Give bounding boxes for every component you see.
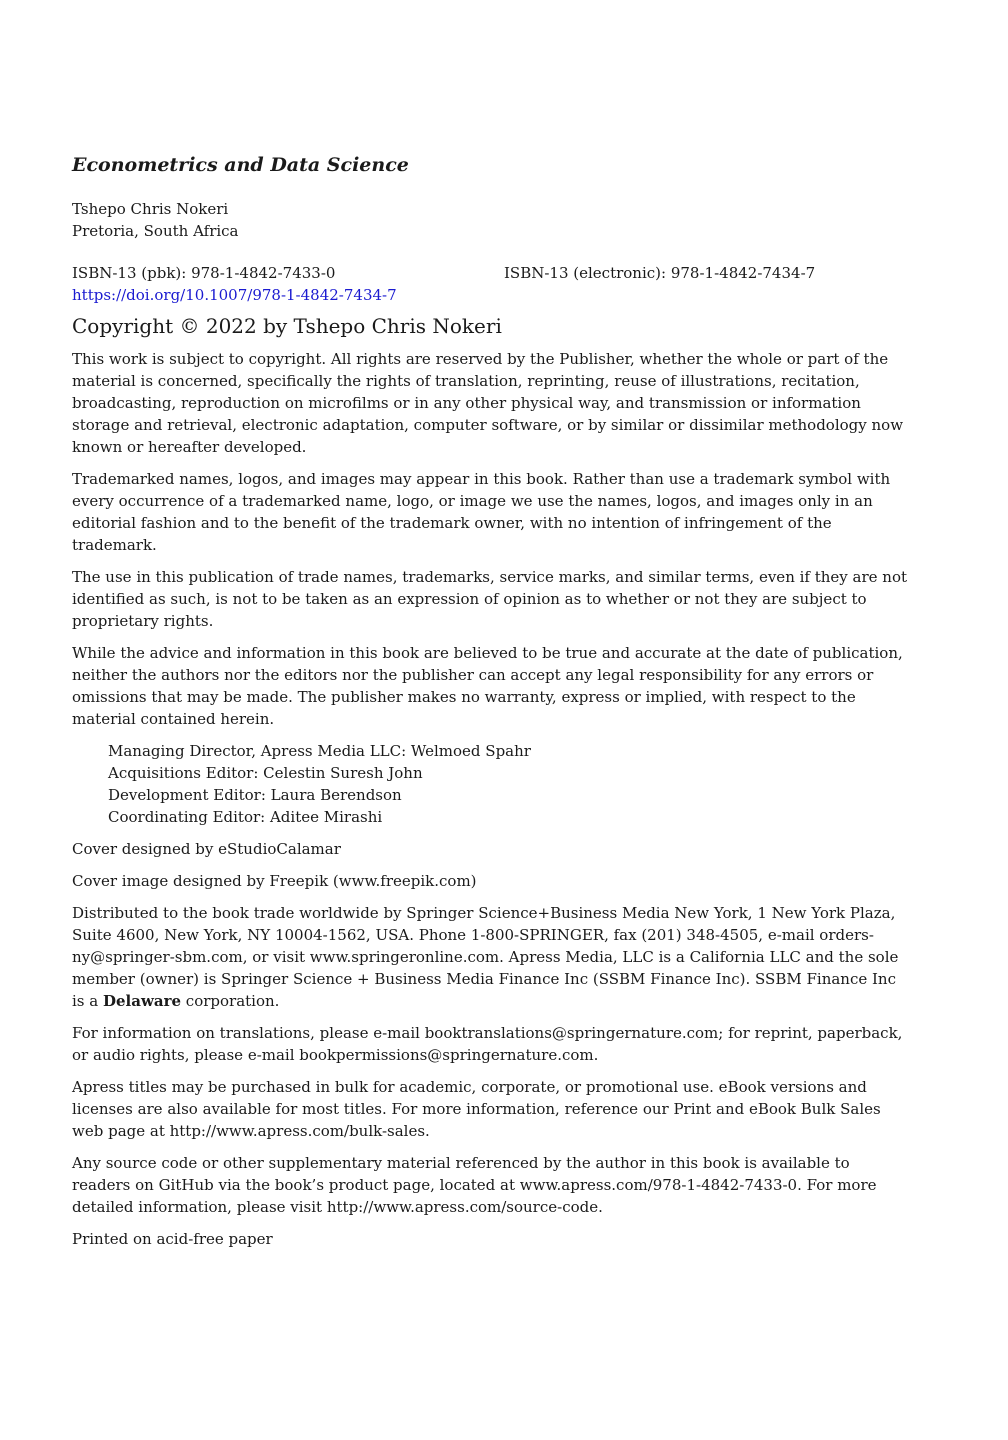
bulk-sales-paragraph: Apress titles may be purchased in bulk for academic, corporate, or promotional use. eBook versions and licenses are also available for most titles. For more information, reference our Print and eBook Bulk Sales web page at http://www.apress.com/bulk-sales. [72,1078,881,1140]
cover-design-credit: Cover designed by eStudioCalamar [72,840,341,858]
translations-paragraph: For information on translations, please e-mail booktranslations@springernature.com; for reprint, paperback, or audio rights, please e-mail bookpermissions@springernature.com. [72,1024,903,1064]
book-title: Econometrics and Data Science [72,154,409,176]
editor-managing-director: Managing Director, Apress Media LLC: Welmoed Spahr [108,742,531,760]
printed-note: Printed on acid-free paper [72,1230,273,1248]
author-block [72,198,912,242]
distribution-state: Delaware [102,992,182,1010]
isbn-print: ISBN-13 (pbk): 978-1-4842-7433-0 [72,264,336,282]
isbn-row [72,262,912,284]
rights-paragraph: This work is subject to copyright. All rights are reserved by the Publisher, whether the whole or part of the material is concerned, specifically the rights of translation, reprinting, reuse of illustrations, recitation, broadcasting, reproduction on microfilms or in any other physical way, and transmission or information storage and retrieval, electronic adaptation, computer software, or by similar or dissimilar methodology now known or hereafter developed. [72,350,904,456]
copyright-notice: Copyright © 2022 by Tshepo Chris Nokeri [72,314,502,338]
editor-coordinating: Coordinating Editor: Aditee Mirashi [108,808,383,826]
isbn-electronic: ISBN-13 (electronic): 978-1-4842-7434-7 [504,264,816,282]
distribution-paragraph [72,902,912,1012]
author-name: Tshepo Chris Nokeri [72,200,229,218]
editor-development: Development Editor: Laura Berendson [108,786,402,804]
editors-list [108,740,912,828]
distribution-end: corporation. [181,992,280,1010]
cover-image-credit: Cover image designed by Freepik (www.freepik.com) [72,872,477,890]
author-location: Pretoria, South Africa [72,222,239,240]
trade-names-paragraph: The use in this publication of trade names, trademarks, service marks, and similar terms, even if they are not identified as such, is not to be taken as an expression of opinion as to whether or not they are subject to proprietary rights. [72,568,908,630]
advice-paragraph: While the advice and information in this book are believed to be true and accurate at the date of publication, neither the authors nor the editors nor the publisher can accept any legal responsibility for any errors or omissions that may be made. The publisher makes no warranty, express or implied, with respect to the material contained herein. [72,644,903,728]
trademarks-paragraph: Trademarked names, logos, and images may appear in this book. Rather than use a trademark symbol with every occurrence of a trademarked name, logo, or image we use the names, logos, and images only in an editorial fashion and to the benefit of the trademark owner, with no intention of infringement of the trademark. [72,470,891,554]
source-code-paragraph: Any source code or other supplementary material referenced by the author in this book is available to readers on GitHub via the book’s product page, located at www.apress.com/978-1-4842-7433-0. For more detailed information, please visit http://www.apress.com/source-code. [72,1154,877,1216]
distribution-text: Distributed to the book trade worldwide by Springer Science+Business Media New York, 1 New York Plaza, Suite 4600, New York, NY 10004-1562, USA. Phone 1-800-SPRINGER, fax (201) 348-4505, e-mail orders-ny@springer-sbm.com, or visit www.springeronline.com. Apress Media, LLC is a California LLC and the sole member (owner) is Springer Science + Business Media Finance Inc (SSBM Finance Inc). SSBM Finance Inc is a [72,904,899,1010]
doi-link[interactable]: https://doi.org/10.1007/978-1-4842-7434-7 [72,286,397,304]
editor-acquisitions: Acquisitions Editor: Celestin Suresh John [108,764,423,782]
copyright-page [72,152,912,1260]
